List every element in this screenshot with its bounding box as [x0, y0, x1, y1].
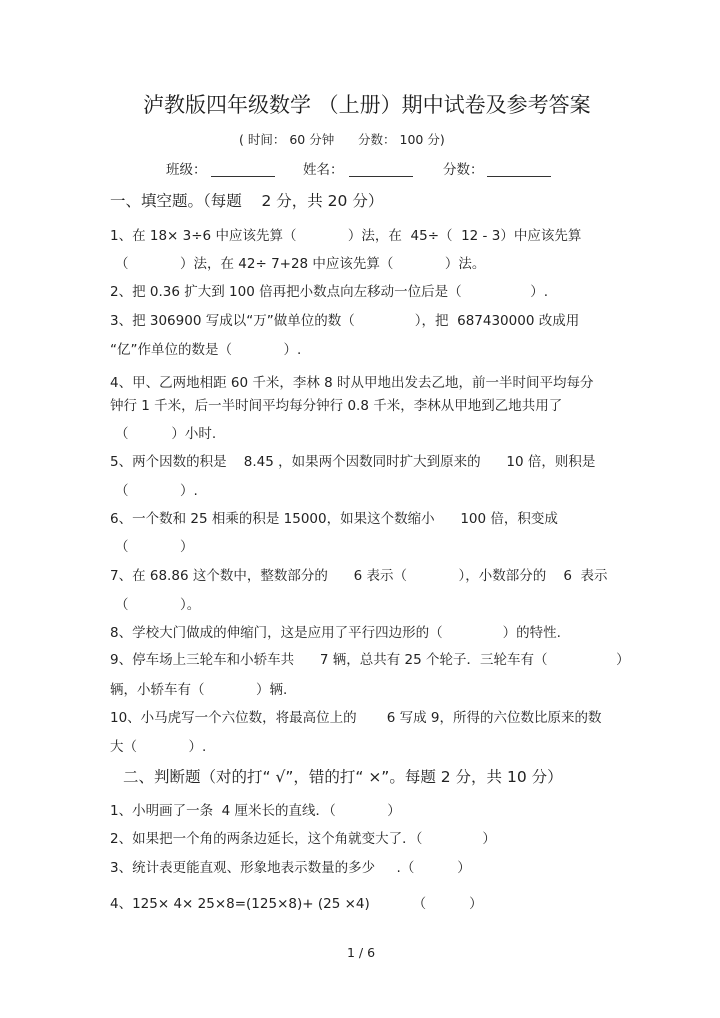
page-title: 泸教版四年级数学 （上册）期中试卷及参考答案 [143, 93, 591, 117]
question-line: （ ）小时. [115, 426, 217, 442]
question-line: 辆，小轿车有（ ）辆. [110, 682, 288, 698]
question-line: 3、把 306900 写成以“万”做单位的数（ ），把 687430000 改成用 [110, 313, 580, 329]
question-line: 4、125× 4× 25×8=(125×8)+ (25 ×4) （ ） [110, 896, 483, 912]
class-label: 班级： [166, 162, 207, 178]
question-line: （ ）。 [115, 597, 201, 613]
name-label: 姓名： [303, 162, 344, 178]
question-line: 7、在 68.86 这个数中，整数部分的 6 表示（ ），小数部分的 6 表示 [110, 568, 608, 584]
question-line: 1、小明画了一条 4 厘米长的直线．（ ） [110, 803, 401, 819]
question-line: 8、学校大门做成的伸缩门，这是应用了平行四边形的（ ）的特性. [110, 625, 561, 641]
question-line: 5、两个因数的积是 8.45 ，如果两个因数同时扩大到原来的 10 倍，则积是 [110, 454, 596, 470]
class-blank [211, 163, 275, 177]
question-line: 2、把 0.36 扩大到 100 倍再把小数点向左移动一位后是（ ）. [110, 284, 549, 300]
question-line: 1、在 18× 3÷6 中应该先算（ ）法，在 45÷（ 12 - 3）中应该先算 [110, 228, 582, 244]
score-label: 分数： [443, 162, 484, 178]
question-line: 6、一个数和 25 相乘的积是 15000，如果这个数缩小 100 倍，积变成 [110, 511, 558, 527]
question-line: “亿”作单位的数是（ ）. [110, 342, 302, 358]
question-line: （ ）. [115, 483, 198, 499]
question-line: 2、如果把一个角的两条边延长，这个角就变大了．（ ） [110, 831, 496, 847]
exam-subtitle: ( 时间： 60 分钟 分数： 100 分) [239, 132, 445, 147]
question-line: 4、甲、乙两地相距 60 千米，李林 8 时从甲地出发去乙地，前一半时间平均每分 [110, 375, 594, 391]
section1-heading: 一、填空题。（每题 2 分，共 20 分） [110, 192, 384, 210]
question-line: 钟行 1 千米，后一半时间平均每分钟行 0.8 千米，李林从甲地到乙地共用了 [110, 398, 563, 414]
question-line: 大（ ）. [110, 739, 207, 755]
question-line: 10、小马虎写一个六位数，将最高位上的 6 写成 9，所得的六位数比原来的数 [110, 710, 602, 726]
question-line: 9、停车场上三轮车和小轿车共 7 辆，总共有 25 个轮子．三轮车有（ ） [110, 652, 630, 668]
score-blank [487, 163, 551, 177]
page-number: 1 / 6 [347, 945, 376, 960]
question-line: （ ）法，在 42÷ 7+28 中应该先算（ ）法。 [115, 256, 486, 272]
section2-heading: 二、判断题（对的打“ √”，错的打“ ×”。每题 2 分，共 10 分） [123, 768, 563, 786]
name-blank [349, 163, 413, 177]
question-line: （ ） [115, 539, 194, 555]
question-line: 3、统计表更能直观、形象地表示数量的多少 .（ ） [110, 860, 471, 876]
